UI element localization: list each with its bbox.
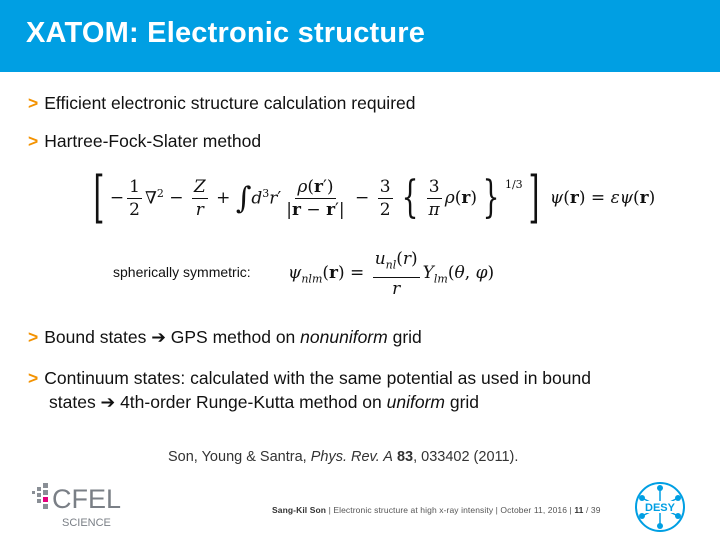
footer-author: Sang-Kil Son: [272, 505, 327, 515]
cfel-logo: [30, 478, 140, 530]
bullet-emph: nonuniform: [300, 327, 388, 347]
bullet-marker: >: [28, 131, 39, 151]
bullet-text-a: Bound states ➔ GPS method on: [44, 327, 301, 347]
ref-journal: Phys. Rev. A: [310, 449, 393, 465]
slide-title: XATOM: Electronic structure: [26, 17, 426, 49]
bullet-marker: >: [28, 368, 39, 388]
bullet-continuum-states: [28, 366, 591, 414]
bullet-line2-emph: uniform: [386, 392, 445, 412]
bullet-text-b: grid: [387, 327, 422, 347]
footer: [272, 505, 601, 515]
ref-rest: , 033402 (2011).: [413, 449, 519, 465]
footer-talk: Electronic structure at high x-ray intensity: [333, 505, 494, 515]
bullet-line2: [28, 390, 591, 414]
hfs-equation: [ − $\frac{1}{2}$ ∇$^2$ − $\frac{Z}{r}$ + ∫ $d^3r'$ $\frac{\rho(r')}{|r - r'|}$ − $\frac{3}{2}$ { $\frac{3}{\pi}$ ρ(r) } 1/3 ] ψ(r) = εψ(r): [93, 165, 656, 230]
bullet-hartree: [28, 129, 261, 153]
cfel-text: CFEL: [52, 484, 122, 514]
bullet-marker: >: [28, 327, 39, 347]
bullet-line2-text-b: grid: [445, 392, 480, 412]
bullet-line1: Continuum states: calculated with the same potential as used in bound: [44, 368, 591, 388]
bullet-text: Efficient electronic structure calculation required: [44, 93, 416, 113]
ref-authors: Son, Young & Santra,: [168, 449, 311, 465]
bullet-text: Hartree-Fock-Slater method: [44, 131, 262, 151]
bullet-efficient: [28, 91, 416, 115]
footer-total: / 39: [585, 505, 601, 515]
footer-date: October 11, 2016: [500, 505, 568, 515]
desy-logo: [634, 481, 686, 533]
footer-sep: |: [495, 505, 498, 515]
bullet-line2-text-a: states ➔ 4th-order Runge-Kutta method on: [49, 392, 387, 412]
footer-sep: |: [328, 505, 331, 515]
wavefunction-equation: $\psi_{nlm}(r)$ = $\frac{u_{nl}(r)}{r}$ $Y_{lm}(\theta$, φ): [288, 249, 495, 299]
desy-text: DESY: [645, 502, 675, 514]
footer-sep: |: [569, 505, 572, 515]
title-bar: [0, 0, 720, 72]
bullet-marker: >: [28, 93, 39, 113]
footer-page: 11: [574, 505, 584, 515]
ref-volume: 83: [396, 449, 414, 465]
cfel-sub: SCIENCE: [62, 517, 111, 529]
reference-citation: [168, 449, 518, 465]
bullet-bound-states: [28, 325, 422, 349]
spherical-label: spherically symmetric:: [113, 264, 251, 280]
